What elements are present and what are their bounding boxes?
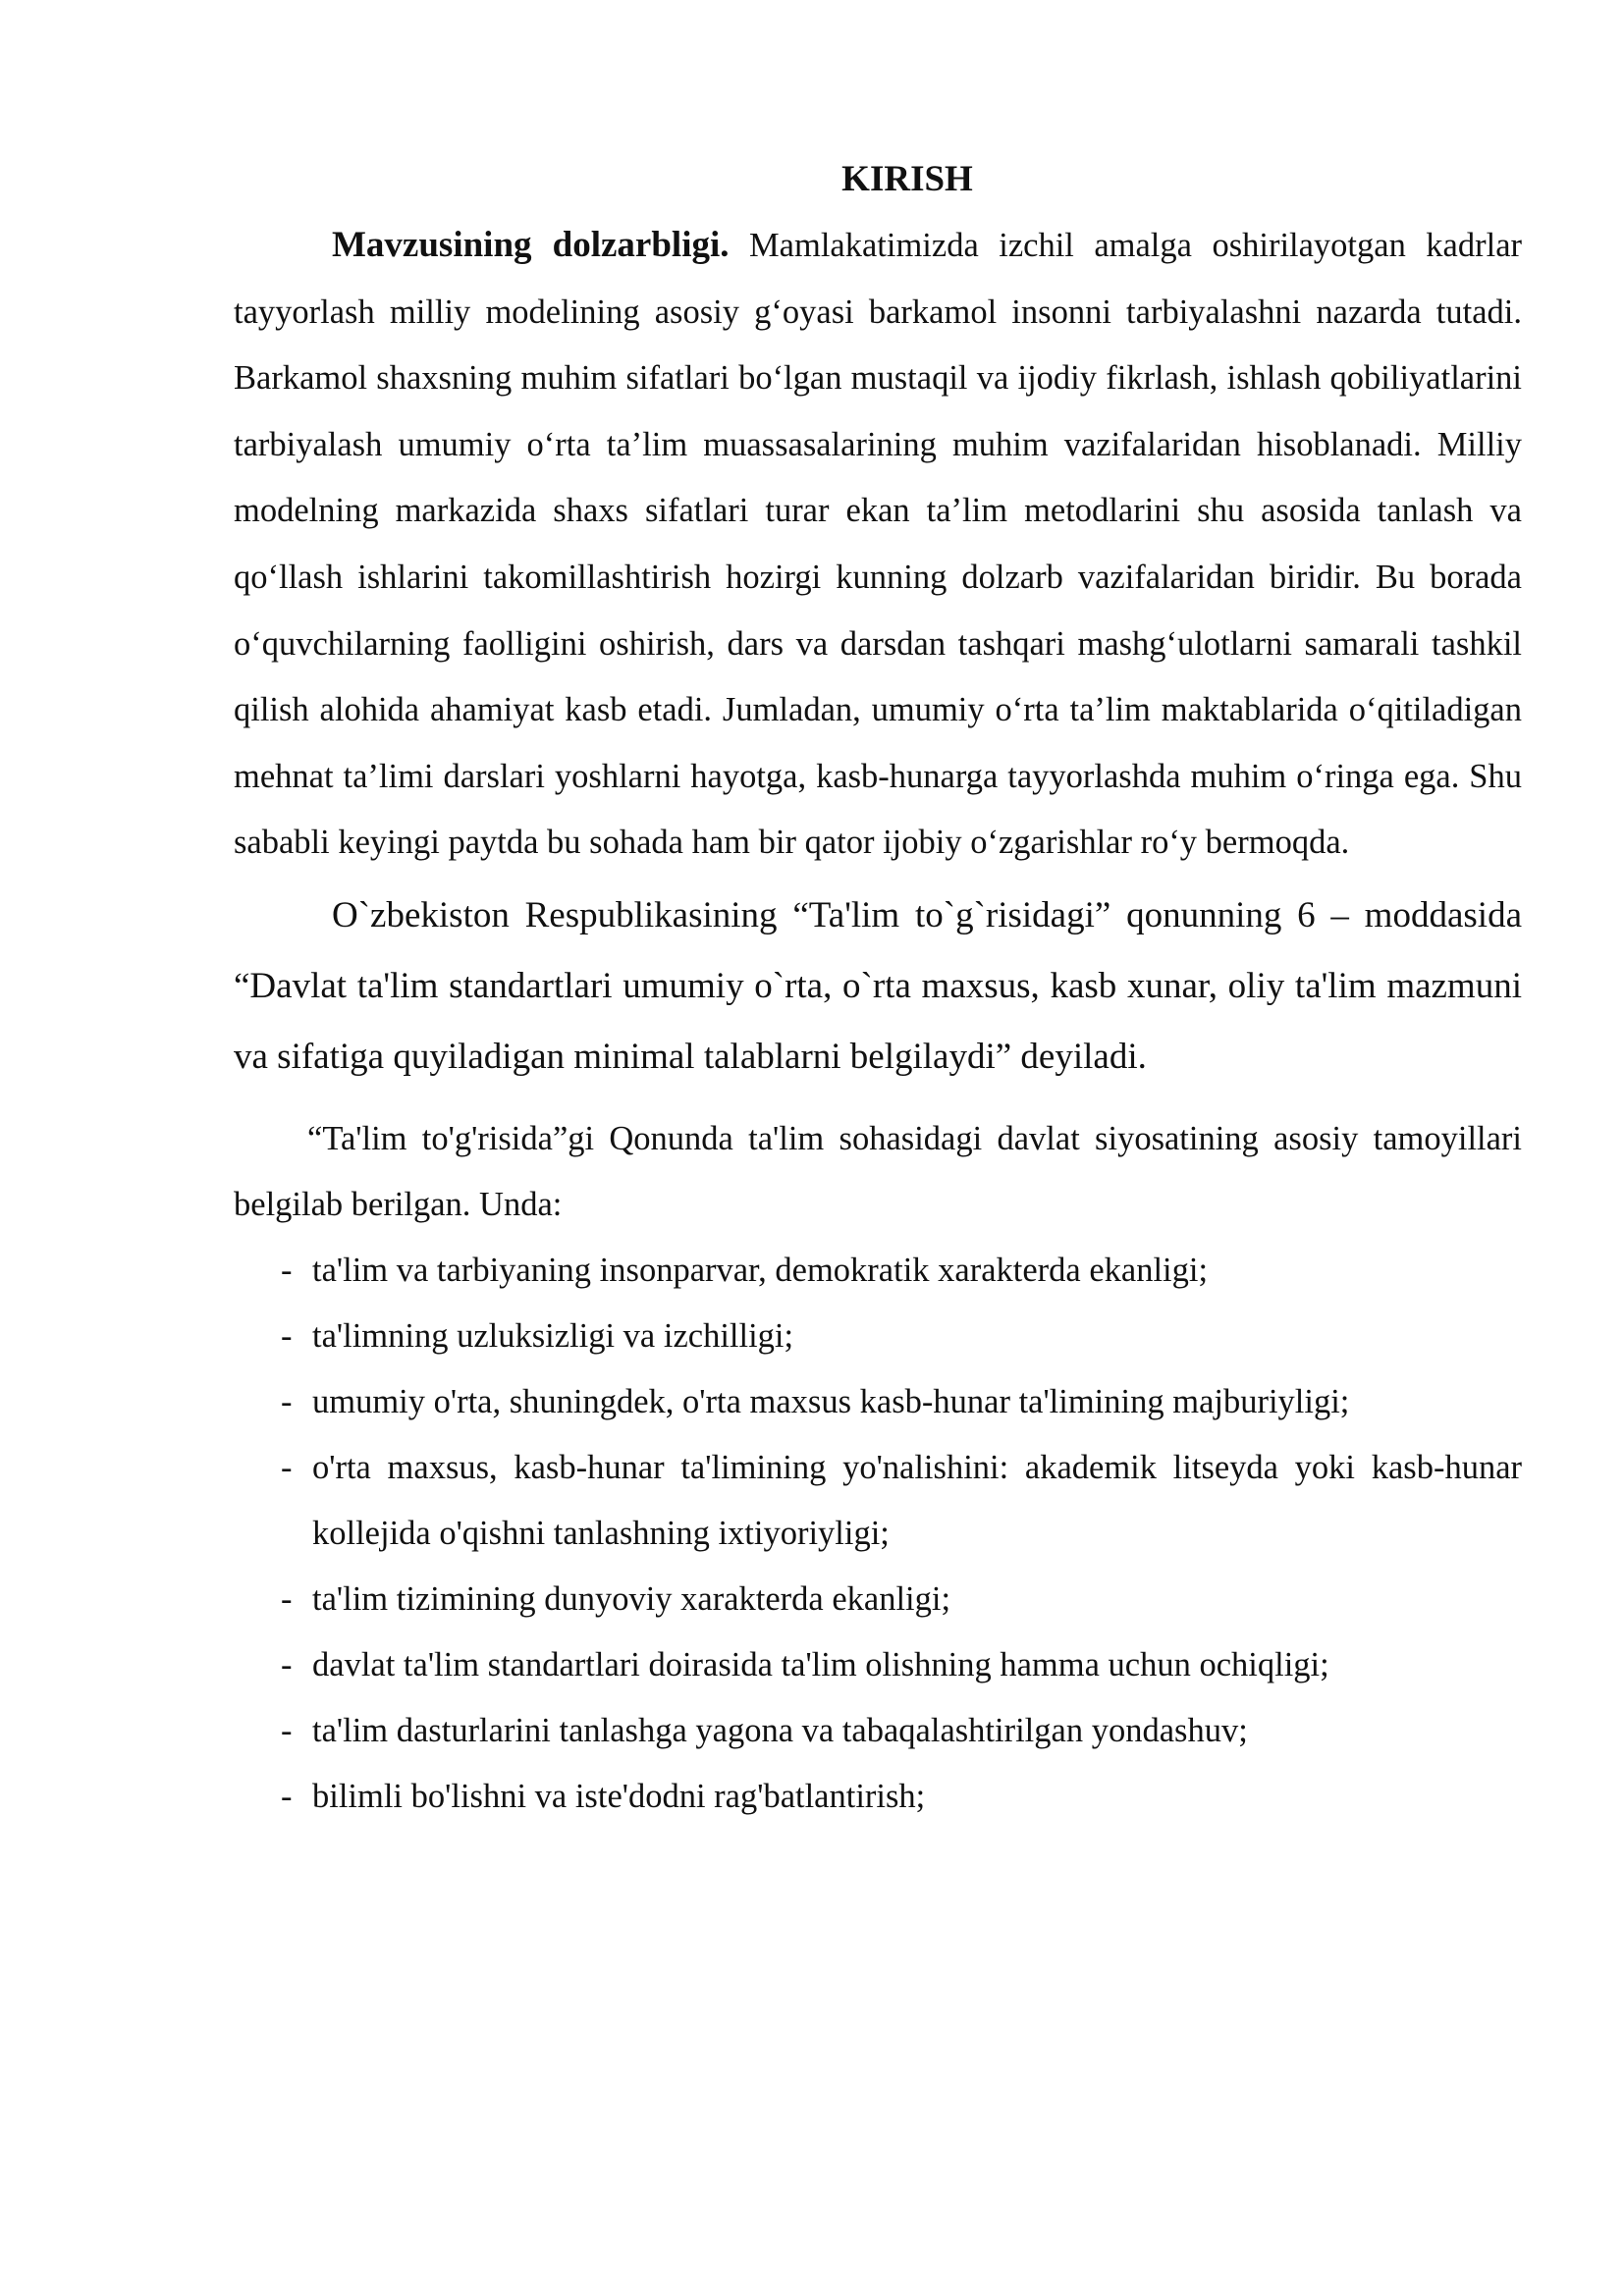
list-dash: - — [281, 1448, 293, 1486]
list-item-text: umumiy o'rta, shuningdek, o'rta maxsus kasb-hunar ta'limining majburiyligi; — [312, 1382, 1350, 1420]
list-item — [234, 1764, 1522, 1830]
list-dash: - — [281, 1645, 293, 1683]
principles-intro-paragraph: “Ta'lim to'g'risida”gi Qonunda ta'lim sohasidagi davlat siyosatining asosiy tamoyillari belgilab berilgan. Unda: — [234, 1119, 1522, 1223]
principles-list — [234, 1238, 1522, 1830]
list-dash: - — [281, 1579, 293, 1618]
list-item-text: o'rta maxsus, kasb-hunar ta'limining yo'nalishini: akademik litseyda yoki kasb-hunar kollejida o'qishni tanlashning ixtiyoriyligi; — [312, 1448, 1522, 1552]
list-dash: - — [281, 1777, 293, 1815]
list-item-text: bilimli bo'lishni va iste'dodni rag'batlantirish; — [312, 1777, 926, 1815]
law-paragraph: O`zbekiston Respublikasining “Ta'lim to`g`risidagi” qonunning 6 – moddasida “Davlat ta'lim standartlari umumiy o`rta, o`rta maxsus, kasb xunar, oliy ta'lim mazmuni va sifatiga quyiladigan minimal talablarni belgilaydi” deyiladi. — [234, 894, 1522, 1077]
list-item — [234, 1632, 1522, 1698]
list-item-text: ta'limning uzluksizligi va izchilligi; — [312, 1316, 794, 1355]
intro-paragraph — [234, 212, 1522, 877]
page-title: KIRISH — [841, 159, 973, 199]
list-item — [234, 1567, 1522, 1632]
list-item-text: ta'lim va tarbiyaning insonparvar, demokratik xarakterda ekanligi; — [312, 1251, 1209, 1289]
list-item — [234, 1435, 1522, 1567]
list-item — [234, 1369, 1522, 1435]
list-item-text: davlat ta'lim standartlari doirasida ta'lim olishning hamma uchun ochiqligi; — [312, 1645, 1329, 1683]
list-item — [234, 1238, 1522, 1304]
list-item — [234, 1698, 1522, 1764]
list-dash: - — [281, 1251, 293, 1289]
list-item — [234, 1304, 1522, 1369]
intro-lead: Mavzusining dolzarbligi. — [332, 225, 730, 265]
page-content — [234, 147, 1522, 1830]
list-dash: - — [281, 1382, 293, 1420]
list-dash: - — [281, 1316, 293, 1355]
list-item-text: ta'lim tizimining dunyoviy xarakterda ekanligi; — [312, 1579, 951, 1618]
intro-text: Mamlakatimizda izchil amalga oshirilayotgan kadrlar tayyorlash milliy modelining asosiy g‘oyasi barkamol insonni tarbiyalashni nazarda tutadi. Barkamol shaxsning muhim sifatlari bo‘lgan mustaqil va ijodiy fikrlash, ishlash qobiliyatlarini tarbiyalash umumiy o‘rta ta’lim muassasalarining muhim vazifalaridan hisoblanadi. Milliy modelning markazida shaxs sifatlari turar ekan ta’lim metodlarini shu asosida tanlash va qo‘llash ishlarini takomillashtirish hozirgi kunning dolzarb vazifalaridan biridir. Bu borada o‘quvchilarning faolligini oshirish, dars va darsdan tashqari mashg‘ulotlarni samarali tashkil qilish alohida ahamiyat kasb etadi. Jumladan, umumiy o‘rta ta’lim maktablarida o‘qitiladigan mehnat ta’limi darslari yoshlarni hayotga, kasb-hunarga tayyorlashda muhim o‘ringa ega. Shu sababli keyingi paytda bu sohada ham bir qator ijobiy o‘zgarishlar ro‘y bermoqda. — [234, 227, 1522, 862]
list-dash: - — [281, 1711, 293, 1749]
list-item-text: ta'lim dasturlarini tanlashga yagona va tabaqalashtirilgan yondashuv; — [312, 1711, 1248, 1749]
